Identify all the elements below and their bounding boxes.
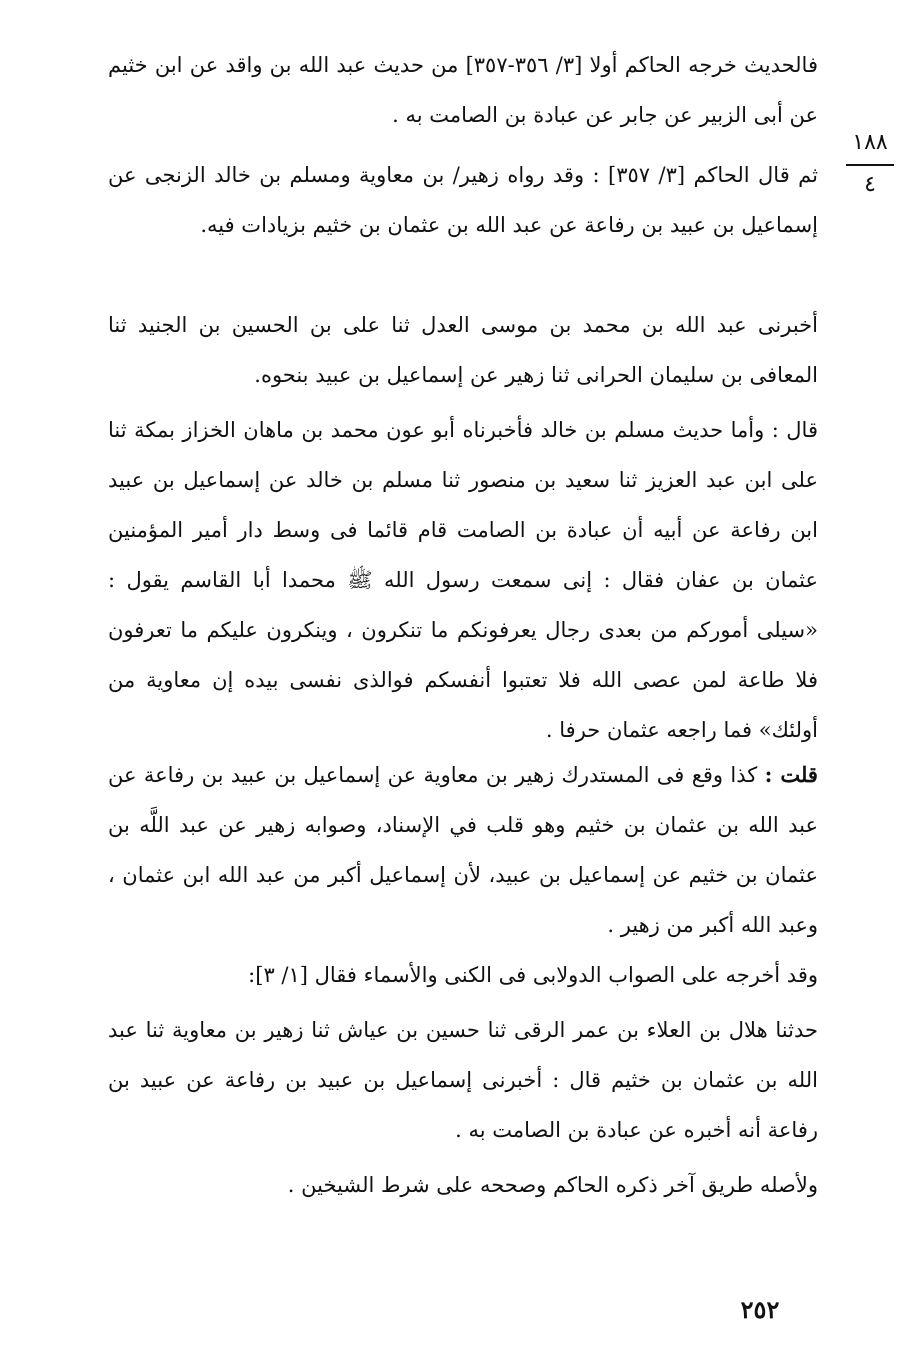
paragraph-6-text: وقد أخرجه على الصواب الدولابى فى الكنى والأسماء فقال [١/ ٣]: [248, 963, 818, 987]
page-number: ٢٥٢ [740, 1295, 780, 1324]
paragraph-2-text: ثم قال الحاكم [٣/ ٣٥٧] : وقد رواه زهير/ بن معاوية ومسلم بن خالد الزنجى عن إسماعيل بن عبيد بن رفاعة عن عبد الله بن عثمان بن خثيم بزيادات فيه. [108, 163, 818, 237]
margin-page-number: ١٨٨ [852, 130, 888, 155]
paragraph-3-text: أخبرنى عبد الله بن محمد بن موسى العدل ثنا على بن الحسين بن الجنيد ثنا المعافى بن سليمان الحرانى ثنا زهير عن إسماعيل بن عبيد بنحوه. [108, 313, 818, 387]
margin-volume-reference [840, 128, 900, 198]
paragraph-1 [108, 40, 818, 140]
paragraph-6 [108, 950, 818, 1000]
paragraph-7 [108, 1005, 818, 1155]
paragraph-5-text: كذا وقع فى المستدرك زهير بن معاوية عن إسماعيل بن عبيد بن رفاعة عن عبد الله بن عثمان بن خثيم وهو قلب في الإسناد، وصوابه زهير عن عبد اللَّه بن عثمان بن خثيم عن إسماعيل بن عبيد، لأن إسماعيل أكبر من عبد الله ابن عثمان ، وعبد الله أكبر من زهير . [108, 763, 818, 937]
paragraph-4 [108, 405, 818, 755]
paragraph-5 [108, 750, 818, 950]
paragraph-1-text: فالحديث خرجه الحاكم أولا [٣/ ٣٥٦-٣٥٧] من حديث عبد الله بن واقد عن ابن خثيم عن أبى الزبير عن جابر عن عبادة بن الصامت به . [108, 53, 818, 127]
margin-volume-number: ٤ [864, 172, 876, 197]
paragraph-8-text: ولأصله طريق آخر ذكره الحاكم وصححه على شرط الشيخين . [287, 1173, 818, 1197]
paragraph-5-lead: قلت : [764, 762, 818, 787]
paragraph-4-text: قال : وأما حديث مسلم بن خالد فأخبرناه أبو عون محمد بن ماهان الخزاز بمكة ثنا على ابن عبد العزيز ثنا سعيد بن منصور ثنا مسلم بن خالد عن إسماعيل بن عبيد ابن رفاعة عن أبيه أن عبادة بن الصامت قام قائما فى وسط دار أمير المؤمنين عثمان بن عفان فقال : إنى سمعت رسول الله ﷺ محمدا أبا القاسم يقول : «سيلى أموركم من بعدى رجال يعرفونكم ما تنكرون ، وينكرون عليكم ما تعرفون فلا طاعة لمن عصى الله فلا تعتبوا أنفسكم فوالذى نفسى بيده إن معاوية من أولئك» فما راجعه عثمان حرفا . [108, 418, 818, 742]
paragraph-7-text: حدثنا هلال بن العلاء بن عمر الرقى ثنا حسين بن عياش ثنا زهير بن معاوية ثنا عبد الله بن عثمان بن خثيم قال : أخبرنى إسماعيل بن عبيد بن رفاعة عن عبيد بن رفاعة أنه أخبره عن عبادة بن الصامت به . [108, 1018, 818, 1142]
paragraph-3 [108, 300, 818, 400]
margin-divider [846, 164, 894, 166]
paragraph-2 [108, 150, 818, 250]
paragraph-8 [108, 1160, 818, 1210]
